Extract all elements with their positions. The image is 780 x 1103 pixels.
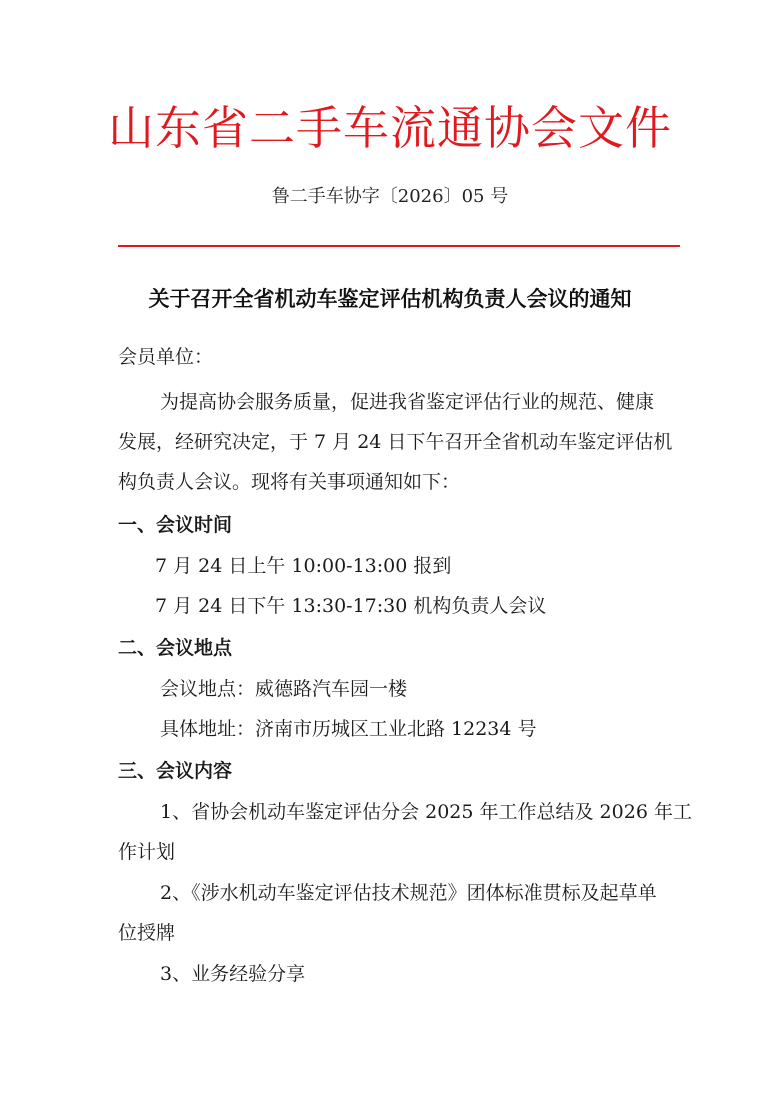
intro-line: 构负责人会议。现将有关事项通知如下： bbox=[118, 471, 461, 493]
section-item: 会议地点：威德路汽车园一楼 bbox=[160, 678, 408, 700]
notice-subject: 关于召开全省机动车鉴定评估机构负责人会议的通知 bbox=[148, 286, 632, 311]
section-item: 位授牌 bbox=[118, 922, 176, 944]
section-item: 1、省协会机动车鉴定评估分会 2025 年工作总结及 2026 年工 bbox=[160, 801, 692, 823]
document-number: 鲁二手车协字〔2026〕05 号 bbox=[271, 186, 509, 207]
section-item: 作计划 bbox=[118, 841, 176, 863]
section-heading-content: 三、会议内容 bbox=[118, 760, 233, 782]
section-heading-location: 二、会议地点 bbox=[118, 637, 233, 659]
section-item: 具体地址：济南市历城区工业北路 12234 号 bbox=[160, 718, 537, 740]
intro-line: 发展，经研究决定，于 7 月 24 日下午召开全省机动车鉴定评估机 bbox=[118, 431, 673, 453]
salutation: 会员单位： bbox=[118, 346, 214, 368]
org-title: 山东省二手车流通协会文件 bbox=[108, 101, 672, 155]
intro-line: 为提高协会服务质量，促进我省鉴定评估行业的规范、健康 bbox=[160, 391, 655, 413]
section-item: 7 月 24 日下午 13:30-17:30 机构负责人会议 bbox=[155, 595, 547, 617]
section-heading-time: 一、会议时间 bbox=[118, 514, 233, 536]
section-item: 7 月 24 日上午 10:00-13:00 报到 bbox=[155, 555, 452, 577]
section-item: 3、业务经验分享 bbox=[160, 963, 306, 985]
section-item: 2、《涉水机动车鉴定评估技术规范》团体标准贯标及起草单 bbox=[160, 882, 657, 904]
red-divider bbox=[118, 245, 680, 247]
